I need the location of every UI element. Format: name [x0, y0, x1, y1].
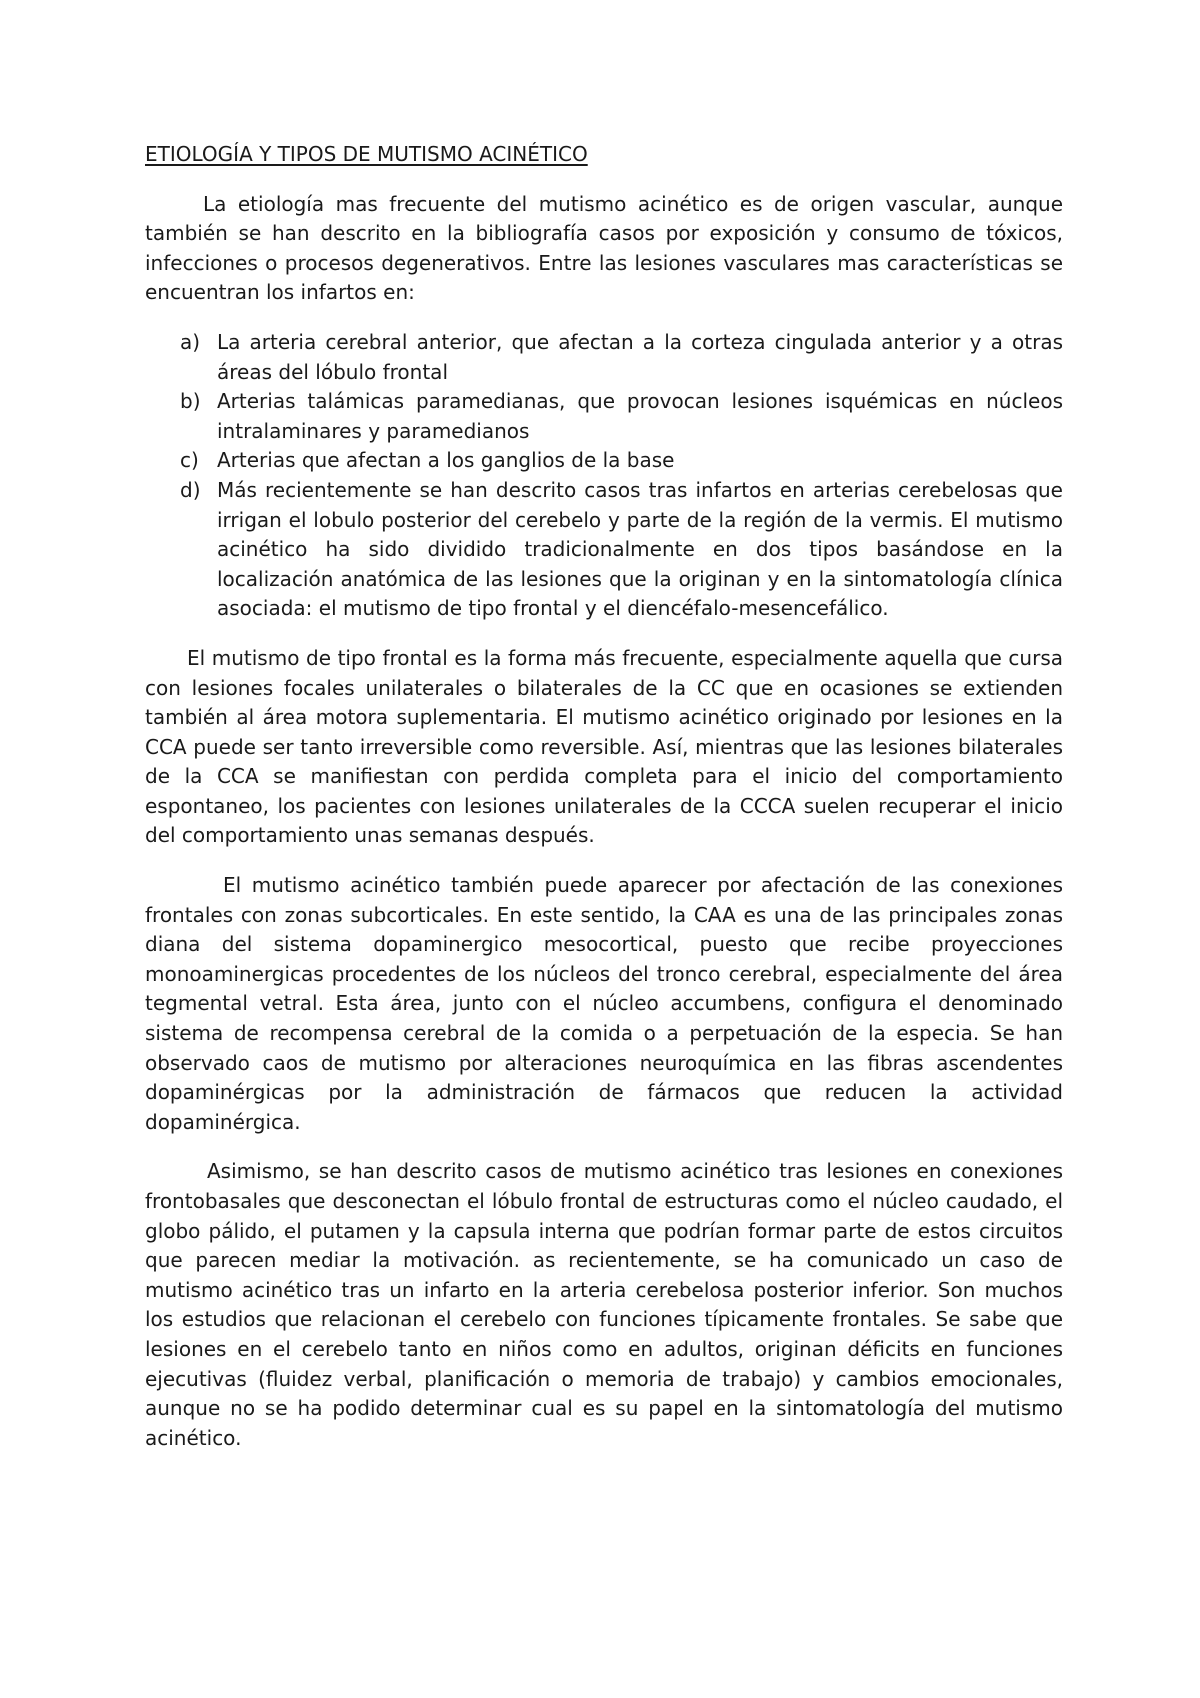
- list-marker: b): [180, 389, 201, 414]
- infarct-list: [145, 328, 1063, 624]
- intro-paragraph: La etiología mas frecuente del mutismo acinético es de origen vascular, aunque también se han descrito en la bibliografía casos por exposición y consumo de tóxicos, infecciones o procesos degenerativos. Entre las lesiones vasculares mas características se encuentran los infartos en:: [145, 191, 1063, 305]
- frontobasal-connections-paragraph: Asimismo, se han descrito casos de mutismo acinético tras lesiones en conexiones frontobasales que desconectan el lóbulo frontal de estructuras como el núcleo caudado, el globo pálido, el putamen y la capsula interna que podrían formar parte de estos circuitos que parecen mediar la motivación. as recientemente, se ha comunicado un caso de mutismo acinético tras un infarto en la arteria cerebelosa posterior inferior. Son muchos los estudios que relacionan el cerebelo con funciones típicamente frontales. Se sabe que lesiones en el cerebelo tanto en niños como en adultos, originan déficits en funciones ejecutivas (fluidez verbal, planificación o memoria de trabajo) y cambios emocionales, aunque no se ha podido determinar cual es su papel en la sintomatología del mutismo acinético.: [145, 1159, 1063, 1450]
- list-item: [145, 446, 1063, 476]
- list-item-text: Arterias que afectan a los ganglios de la base: [217, 448, 675, 473]
- subcortical-connections-paragraph: El mutismo acinético también puede aparecer por afectación de las conexiones frontales con zonas subcorticales. En este sentido, la CAA es una de las principales zonas diana del sistema dopaminergico mesocortical, puesto que recibe proyecciones monoaminergicas procedentes de los núcleos del tronco cerebral, especialmente del área tegmental vetral. Esta área, junto con el núcleo accumbens, configura el denominado sistema de recompensa cerebral de la comida o a perpetuación de la especia. Se han observado caos de mutismo por alteraciones neuroquímica en las fibras ascendentes dopaminérgicas por la administración de fármacos que reducen la actividad dopaminérgica.: [145, 873, 1063, 1134]
- list-item-text: La arteria cerebral anterior, que afectan a la corteza cingulada anterior y a otras áreas del lóbulo frontal: [217, 329, 1063, 384]
- list-marker: d): [180, 477, 201, 502]
- list-item-text: Más recientemente se han descrito casos tras infartos en arterias cerebelosas que irrigan el lobulo posterior del cerebelo y parte de la región de la vermis. El mutismo acinético ha sido dividido tradicionalmente en dos tipos basándose en la localización anatómica de las lesiones que la originan y en la sintomatología clínica asociada: el mutismo de tipo frontal y el diencéfalo-mesencefálico.: [217, 477, 1063, 621]
- list-item: [145, 328, 1063, 387]
- list-item: [145, 387, 1063, 446]
- list-item-text: Arterias talámicas paramedianas, que provocan lesiones isquémicas en núcleos intralaminares y paramedianos: [217, 389, 1063, 443]
- list-marker: a): [180, 329, 201, 354]
- frontal-mutism-paragraph: El mutismo de tipo frontal es la forma más frecuente, especialmente aquella que cursa con lesiones focales unilaterales o bilaterales de la CC que en ocasiones se extienden también al área motora suplementaria. El mutismo acinético originado por lesiones en la CCA puede ser tanto irreversible como reversible. Así, mientras que las lesiones bilaterales de la CCA se manifiestan con perdida completa para el inicio del comportamiento espontaneo, los pacientes con lesiones unilaterales de la CCCA suelen recuperar el inicio del comportamiento unas semanas después.: [145, 645, 1063, 848]
- document-title: ETIOLOGÍA Y TIPOS DE MUTISMO ACINÉTICO: [145, 142, 588, 166]
- list-marker: c): [180, 448, 199, 473]
- document-body: [145, 140, 1063, 1453]
- list-item: [145, 476, 1063, 624]
